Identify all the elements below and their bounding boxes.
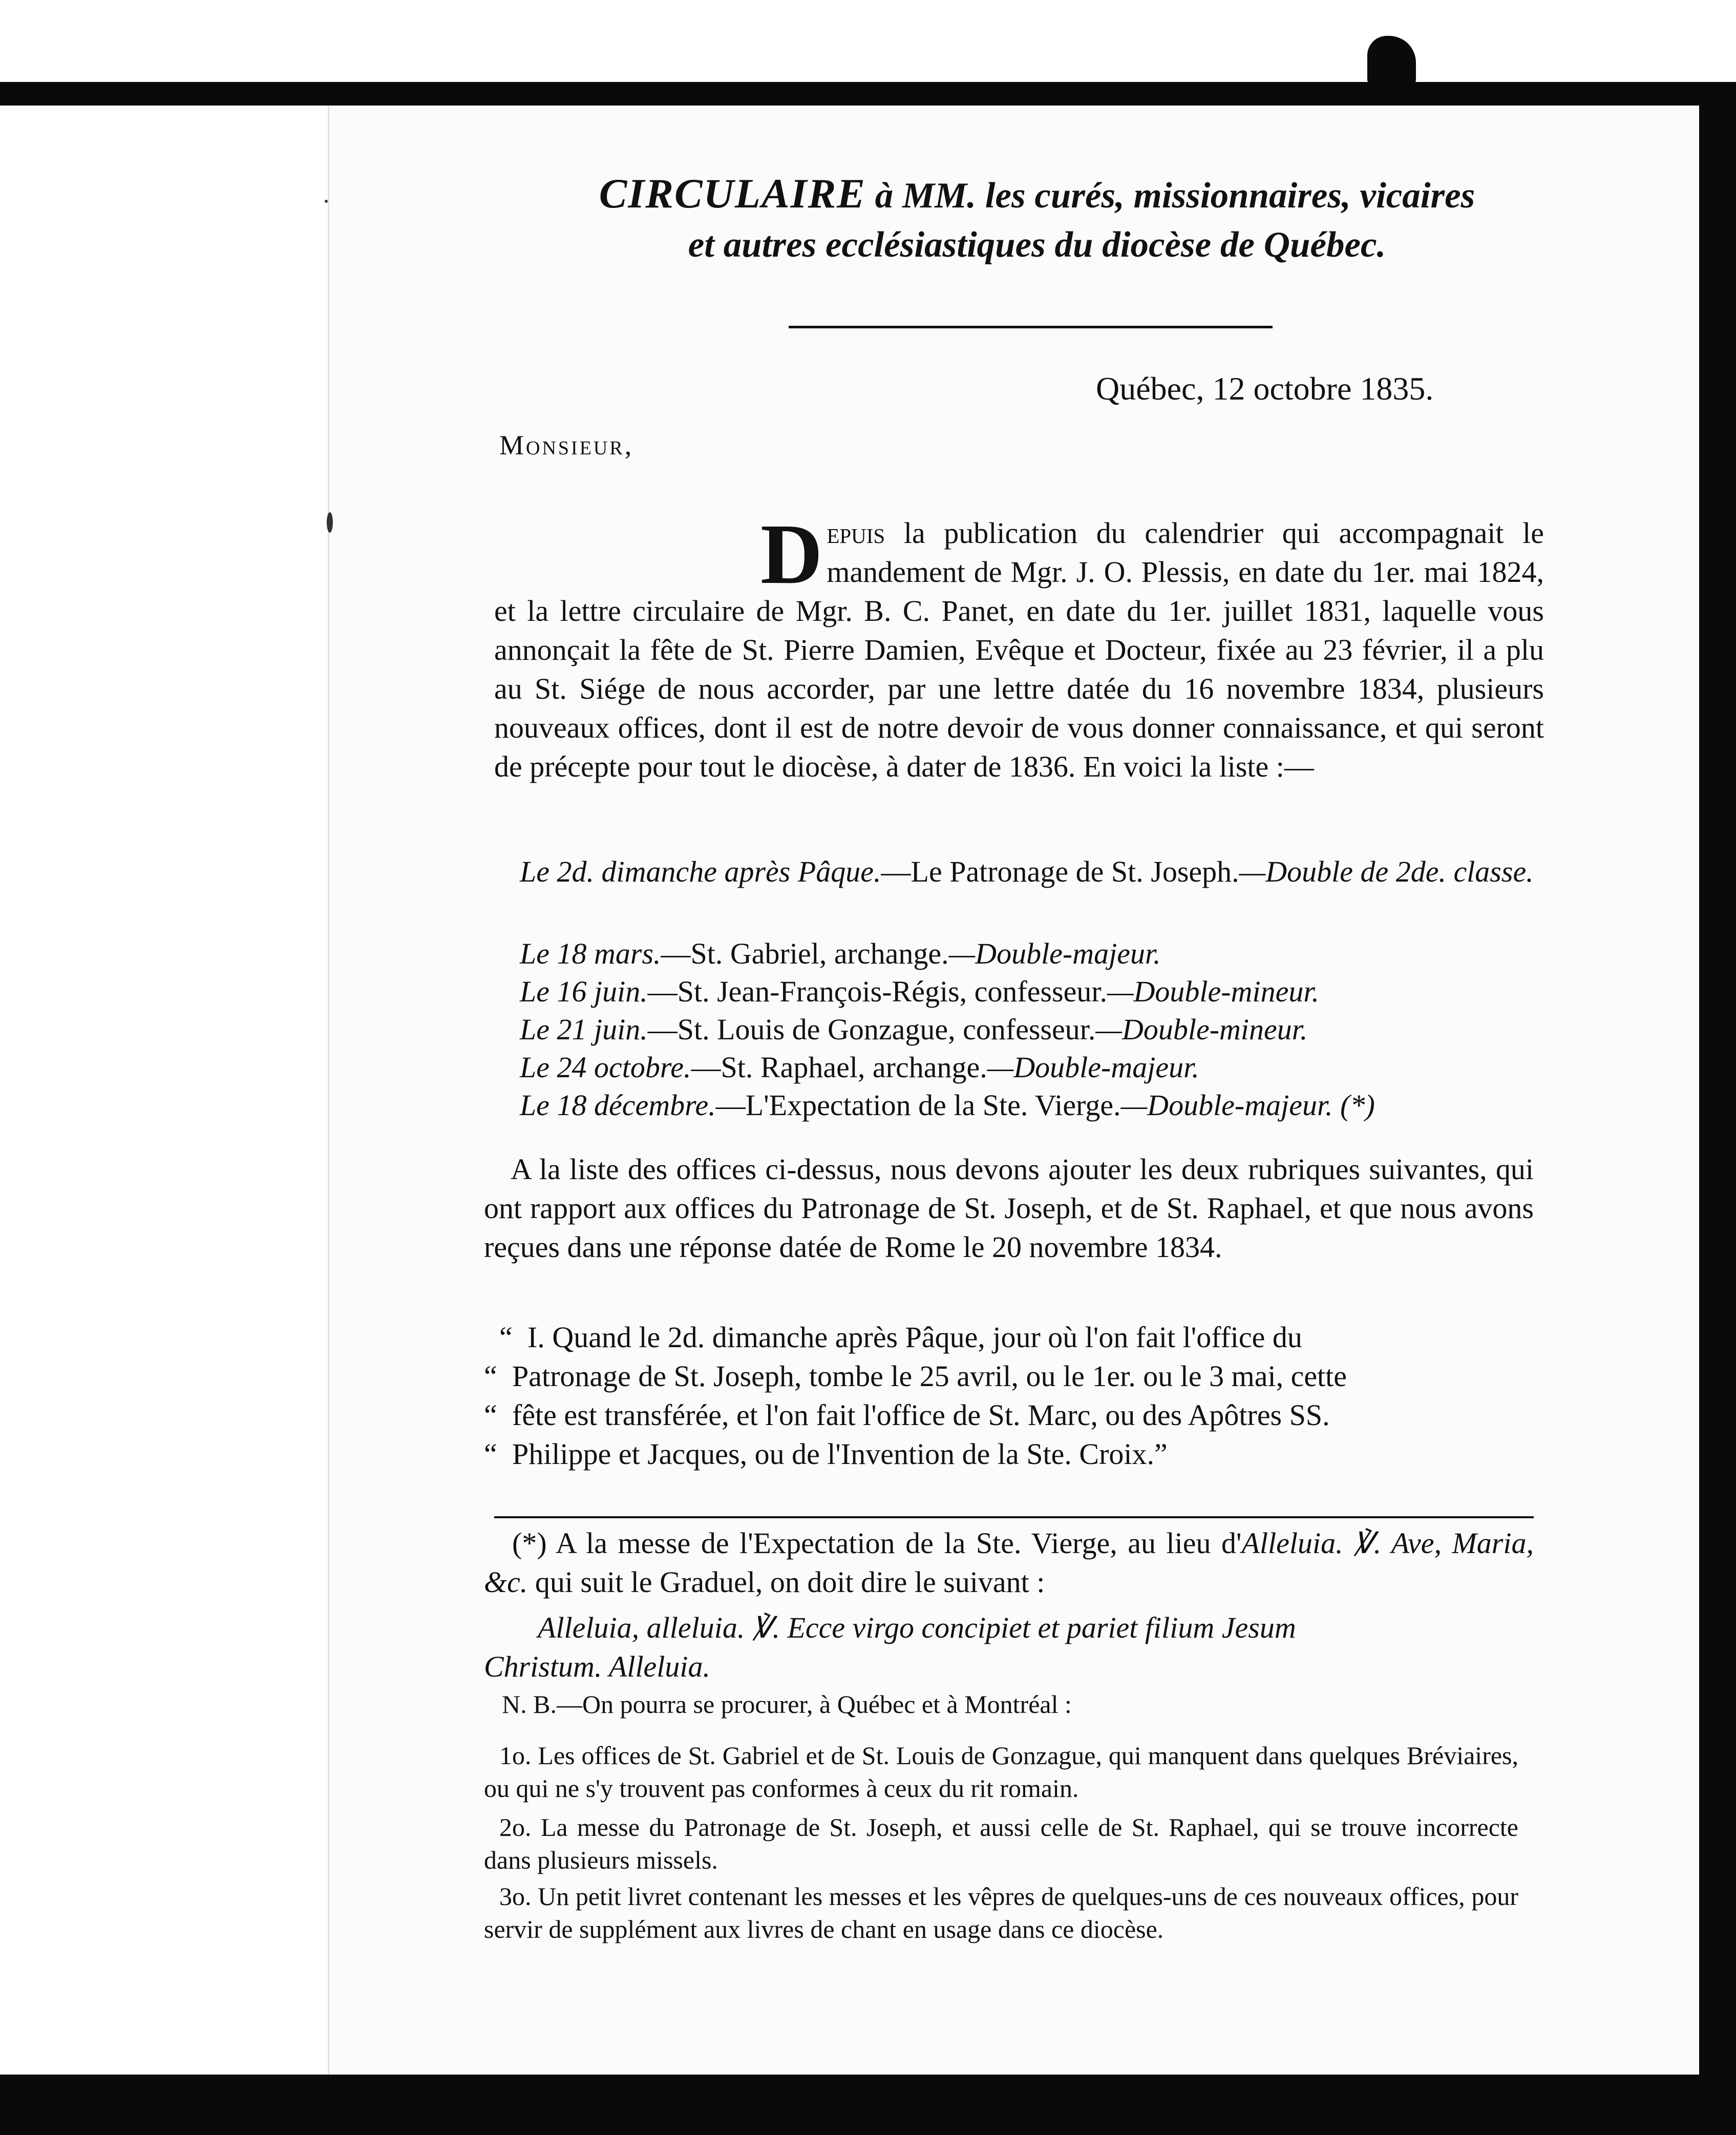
office-date: Le 24 octobre. [520,1051,691,1084]
office-rank: —Double-majeur. (*) [1120,1089,1375,1122]
quote-line [484,1396,1534,1435]
office-entry [520,1011,1539,1049]
date-line: Québec, 12 octobre 1835. [1096,370,1434,407]
quote-line [484,1318,1534,1357]
quote-text: Philippe et Jacques, ou de l'Invention de la Ste. Croix.” [512,1437,1168,1471]
nb-item: 1o. Les offices de St. Gabriel et de St. Louis de Gonzague, qui manquent dans quelques Bréviaires, ou qui ne s'y trouvent pas conformes à ceux du rit romain. [484,1741,1518,1803]
rubrics-intro: A la liste des offices ci-dessus, nous devons ajouter les deux rubriques suivantes, qui ont rapport aux offices du Patronage de St. Joseph, et de St. Raphael, et que nous avons reçues dans une réponse datée de Rome le 20 novembre 1834. [484,1153,1534,1264]
title-line-2: et autres ecclésiastiques du diocèse de Québec. [688,225,1386,265]
footnote-text: qui suit le Graduel, on doit dire le suivant : [527,1565,1045,1599]
scan-border-bottom [0,2075,1736,2135]
office-feast: —St. Raphael, archange. [691,1051,987,1084]
office-entry [520,1049,1539,1086]
quote-mark: “ [484,1437,497,1471]
intro-text: la publication du calendrier qui accompagnait le mandement de Mgr. J. O. Plessis, en date du 1er. mai 1824, et la lettre circulaire de Mgr. B. C. Panet, en date du 1er. juillet 1831, laquelle vous annonçait la fête de St. Pierre Damien, Evêque et Docteur, fixée au 23 février, il a plu au St. Siége de nous accorder, par une lettre datée du 16 novembre 1834, plusieurs nouveaux offices, dont il est de notre devoir de vous donner connaissance, et qui seront de précepte pour tout le diocèse, à dater de 1836. En voici la liste :— [494,516,1544,783]
footnote-paragraph [484,1524,1534,1602]
footnote-text: (*) A la messe de l'Expectation de la Ste. Vierge, au lieu d' [512,1526,1242,1560]
footnote-divider [494,1516,1534,1518]
footnote-verse [484,1608,1534,1686]
office-entry [520,1086,1539,1124]
nb-item: 3o. Un petit livret contenant les messes et les vêpres de quelques-uns de ces nouveaux offices, pour servir de supplément aux livres de chant en usage dans ce diocèse. [484,1882,1518,1943]
verse-line: Christum. Alleluia. [484,1650,711,1683]
nb-item: 2o. La messe du Patronage de St. Joseph, et aussi celle de St. Raphael, qui se trouve incorrecte dans plusieurs missels. [484,1813,1518,1874]
office-list-first [520,853,1539,891]
scan-border-right [1699,82,1736,2080]
nota-bene: N. B.—On pourra se procurer, à Québec et à Montréal : [502,1690,1072,1719]
office-date: Le 18 mars. [520,937,661,970]
quote-line [484,1435,1534,1474]
title-lead: CIRCULAIRE [599,170,866,217]
office-entry [520,935,1539,973]
office-rank: —Double-majeur. [987,1051,1199,1084]
office-feast: —St. Gabriel, archange. [661,937,949,970]
drop-cap: D [760,507,823,602]
rubric-quote [484,1318,1534,1474]
first-word-rest: epuis [827,516,885,550]
salutation: Monsieur, [499,430,634,461]
office-feast: —St. Jean-François-Régis, confesseur. [647,975,1107,1008]
document-title [492,169,1582,269]
office-date: Le 16 juin. [520,975,648,1008]
title-rest: à MM. les curés, missionnaires, vicaires [865,176,1475,216]
office-date: Le 21 juin. [520,1013,648,1046]
office-date: Le 18 décembre. [520,1089,716,1122]
office-date: Le 2d. dimanche après Pâque. [520,855,881,888]
office-rank: —Double-majeur. [948,937,1161,970]
office-rank: —Double-mineur. [1107,975,1319,1008]
quote-text: fête est transférée, et l'on fait l'office de St. Marc, ou des Apôtres SS. [512,1398,1330,1432]
quote-mark: “ [484,1398,497,1432]
quote-mark: “ [499,1321,513,1354]
office-entry [520,973,1539,1011]
office-rank: —Double-mineur. [1095,1013,1308,1046]
footnote-italic: Alleluia. ℣. Ave, Maria, &c. [484,1526,1534,1599]
quote-text: I. Quand le 2d. dimanche après Pâque, jour où l'on fait l'office du [527,1321,1302,1354]
quote-text: Patronage de St. Joseph, tombe le 25 avril, ou le 1er. ou le 3 mai, cette [512,1359,1347,1393]
scan-speck [325,200,328,203]
office-feast: —St. Louis de Gonzague, confesseur. [647,1013,1096,1046]
verse-line: Alleluia, alleluia. ℣. Ecce virgo concipiet et pariet filium Jesum [538,1611,1296,1644]
office-rank: —Double de 2de. classe. [1239,855,1534,888]
office-list [520,935,1539,1124]
quote-line [484,1357,1534,1396]
office-feast: —Le Patronage de St. Joseph. [881,855,1239,888]
quote-mark: “ [484,1359,497,1393]
scan-border-top [0,82,1736,106]
office-entry [520,853,1539,891]
office-feast: —L'Expectation de la Ste. Vierge. [715,1089,1121,1122]
intro-paragraph [494,507,1544,786]
title-divider [789,326,1273,328]
ink-blot [1367,36,1416,85]
scan-speck [327,512,333,533]
